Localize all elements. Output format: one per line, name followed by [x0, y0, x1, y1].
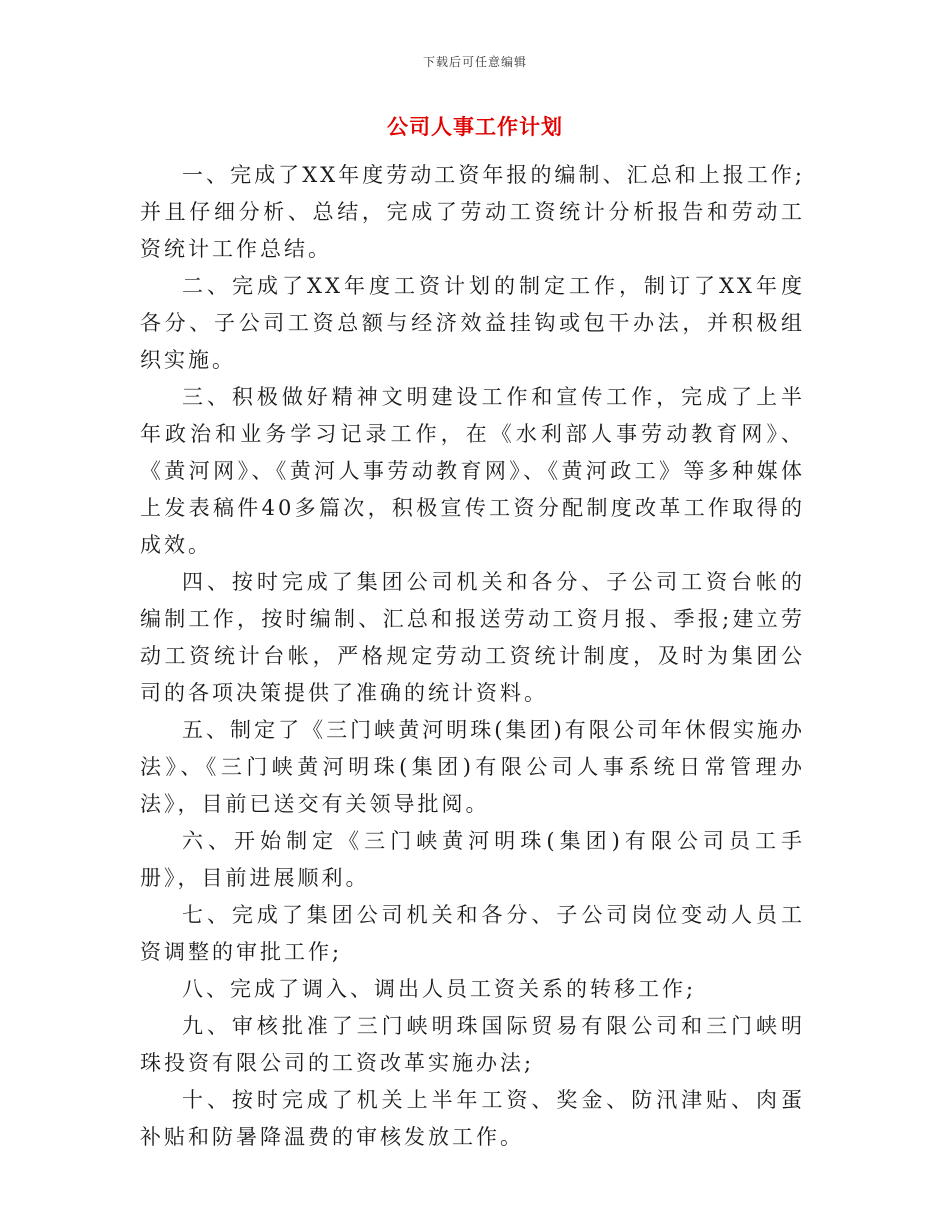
paragraph-6: 六、开始制定《三门峡黄河明珠(集团)有限公司员工手册》，目前进展顺利。: [140, 829, 805, 890]
paragraph-9: 九、审核批准了三门峡明珠国际贸易有限公司和三门峡明珠投资有限公司的工资改革实施办法;: [140, 1014, 805, 1075]
paragraph-8: 八、完成了调入、调出人员工资关系的转移工作;: [182, 977, 697, 1001]
document-title: 公司人事工作计划: [387, 114, 563, 139]
header-note: 下载后可任意编辑: [422, 55, 527, 69]
paragraph-1: 一、完成了XX年度劳动工资年报的编制、汇总和上报工作;并且仔细分析、总结，完成了劳动工资统计分析报告和劳动工资统计工作总结。: [140, 163, 805, 261]
paragraph-3: 三、积极做好精神文明建设工作和宣传工作，完成了上半年政治和业务学习记录工作，在《水利部人事劳动教育网》、《黄河网》、《黄河人事劳动教育网》、《黄河政工》等多种媒体上发表稿件40多篇次，积极宣传工资分配制度改革工作取得的成效。: [140, 385, 805, 557]
paragraph-4: 四、按时完成了集团公司机关和各分、子公司工资台帐的编制工作，按时编制、汇总和报送劳动工资月报、季报;建立劳动工资统计台帐，严格规定劳动工资统计制度，及时为集团公司的各项决策提供了准确的统计资料。: [140, 570, 805, 705]
paragraph-5: 五、制定了《三门峡黄河明珠(集团)有限公司年休假实施办法》、《三门峡黄河明珠(集团)有限公司人事系统日常管理办法》，目前已送交有关领导批阅。: [140, 718, 805, 816]
paragraph-10: 十、按时完成了机关上半年工资、奖金、防汛津贴、肉蛋补贴和防暑降温费的审核发放工作。: [140, 1088, 805, 1149]
paragraph-2: 二、完成了XX年度工资计划的制定工作，制订了XX年度各分、子公司工资总额与经济效益挂钩或包干办法，并积极组织实施。: [140, 274, 805, 372]
paragraph-7: 七、完成了集团公司机关和各分、子公司岗位变动人员工资调整的审批工作;: [140, 903, 805, 964]
document-body: [140, 157, 805, 1156]
